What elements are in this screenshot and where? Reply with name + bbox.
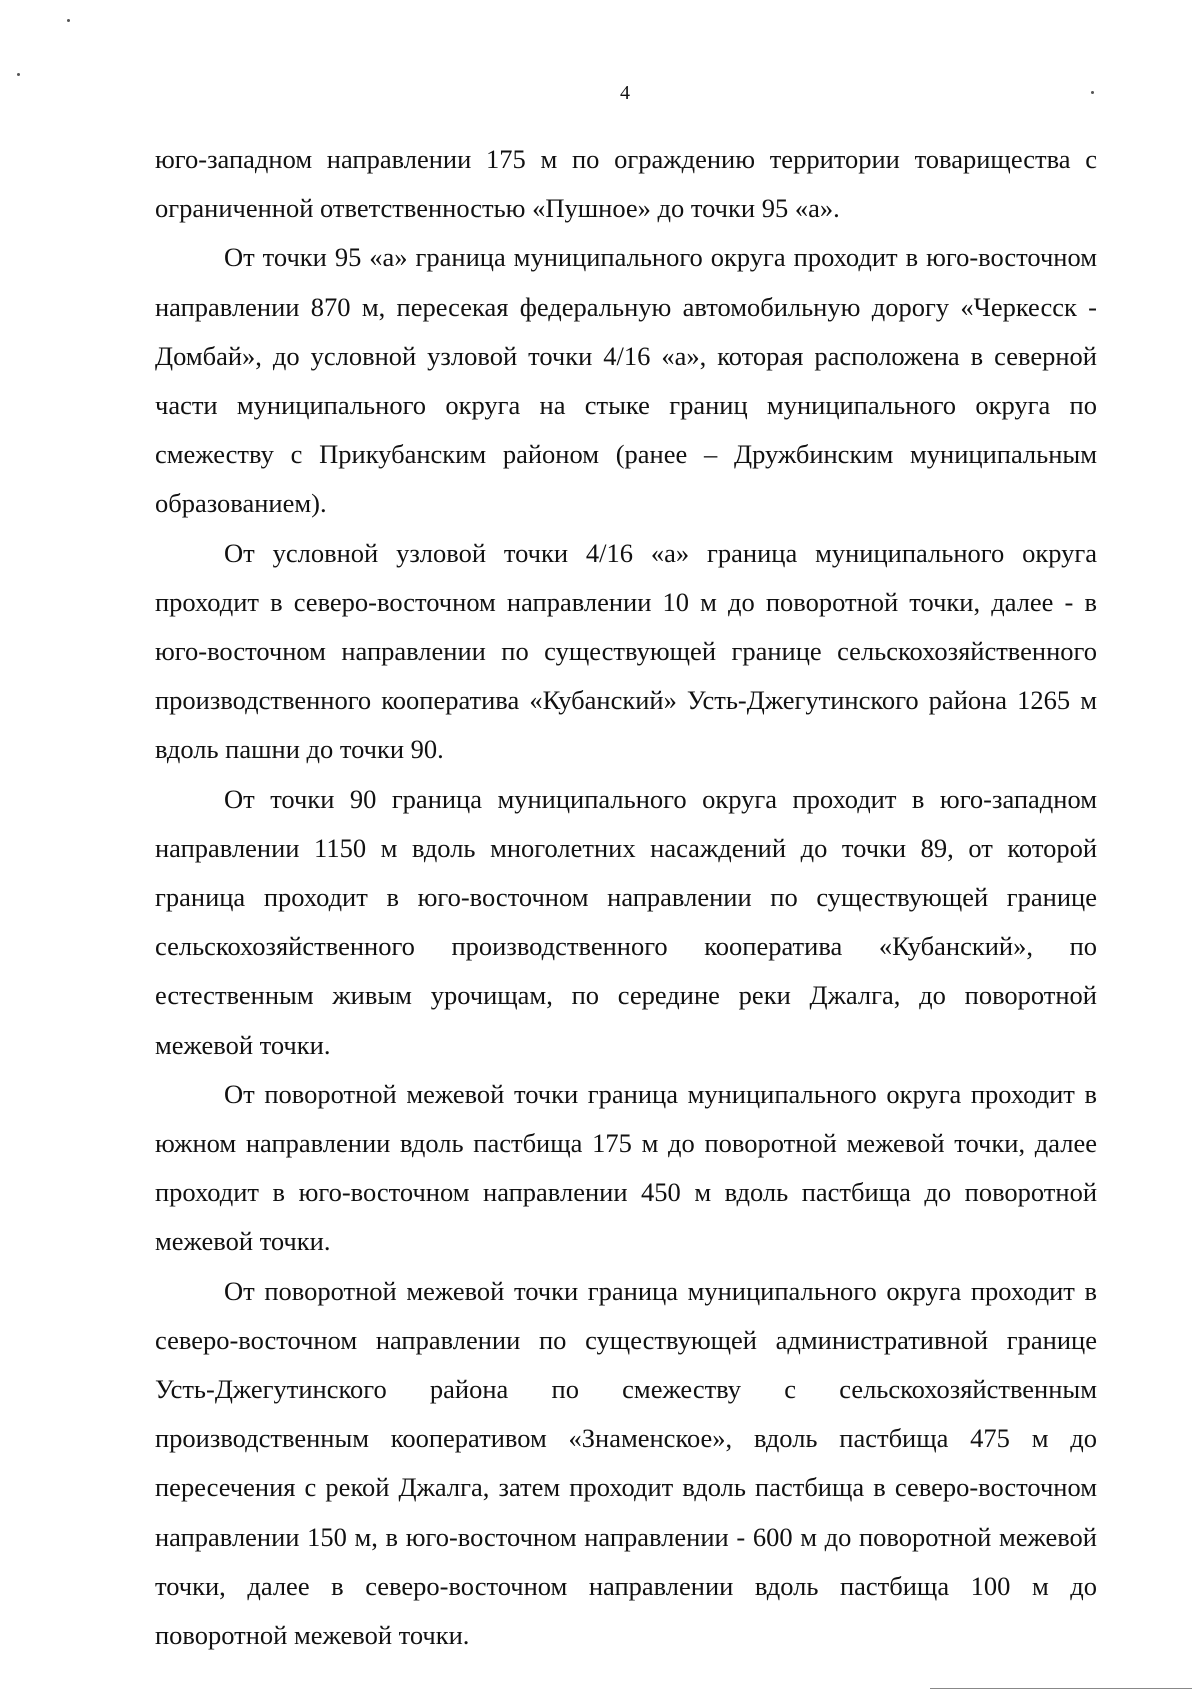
- paragraph-6: От поворотной межевой точки граница муниципального округа проходит в северо-восточном направлении по существующей административной границе Усть-Джегутинского района по смежеству с сельскохозяйственным производственным кооперативом «Знаменское», вдоль пастбища 475 м до пересечения с рекой Джалга, затем проходит вдоль пастбища в северо-восточном направлении 150 м, в юго-восточном направлении - 600 м до поворотной межевой точки, далее в северо-восточном направлении вдоль пастбища 100 м до поворотной межевой точки.: [155, 1275, 1097, 1651]
- document-body: [155, 135, 1097, 1660]
- paragraph-4: От точки 90 граница муниципального округа проходит в юго-западном направлении 1150 м вдоль многолетних насаждений до точки 89, от которой граница проходит в юго-восточном направлении по существующей границе сельскохозяйственного производственного кооператива «Кубанский», по естественным живым урочищам, по середине реки Джалга, до поворотной межевой точки.: [155, 783, 1097, 1060]
- paragraph-2: От точки 95 «а» граница муниципального округа проходит в юго-восточном направлении 870 м, пересекая федеральную автомобильную дорогу «Черкесск - Домбай», до условной узловой точки 4/16 «а», которая расположена в северной части муниципального округа на стыке границ муниципального округа по смежеству с Прикубанским районом (ранее – Дружбинским муниципальным образованием).: [155, 242, 1097, 519]
- scan-speck: [67, 19, 70, 22]
- paragraph-3: От условной узловой точки 4/16 «а» граница муниципального округа проходит в северо-восточном направлении 10 м до поворотной точки, далее - в юго-восточном направлении по существующей границе сельскохозяйственного производственного кооператива «Кубанский» Усть-Джегутинского района 1265 м вдоль пашни до точки 90.: [155, 537, 1097, 765]
- scan-edge-line: [930, 1688, 1192, 1689]
- paragraph-1: юго-западном направлении 175 м по ограждению территории товарищества с ограниченной ответственностью «Пушное» до точки 95 «а».: [155, 144, 1097, 224]
- scan-speck: [17, 73, 20, 76]
- paragraph-5: От поворотной межевой точки граница муниципального округа проходит в южном направлении вдоль пастбища 175 м до поворотной межевой точки, далее проходит в юго-восточном направлении 450 м вдоль пастбища до поворотной межевой точки.: [155, 1078, 1097, 1257]
- page-number: 4: [620, 82, 630, 104]
